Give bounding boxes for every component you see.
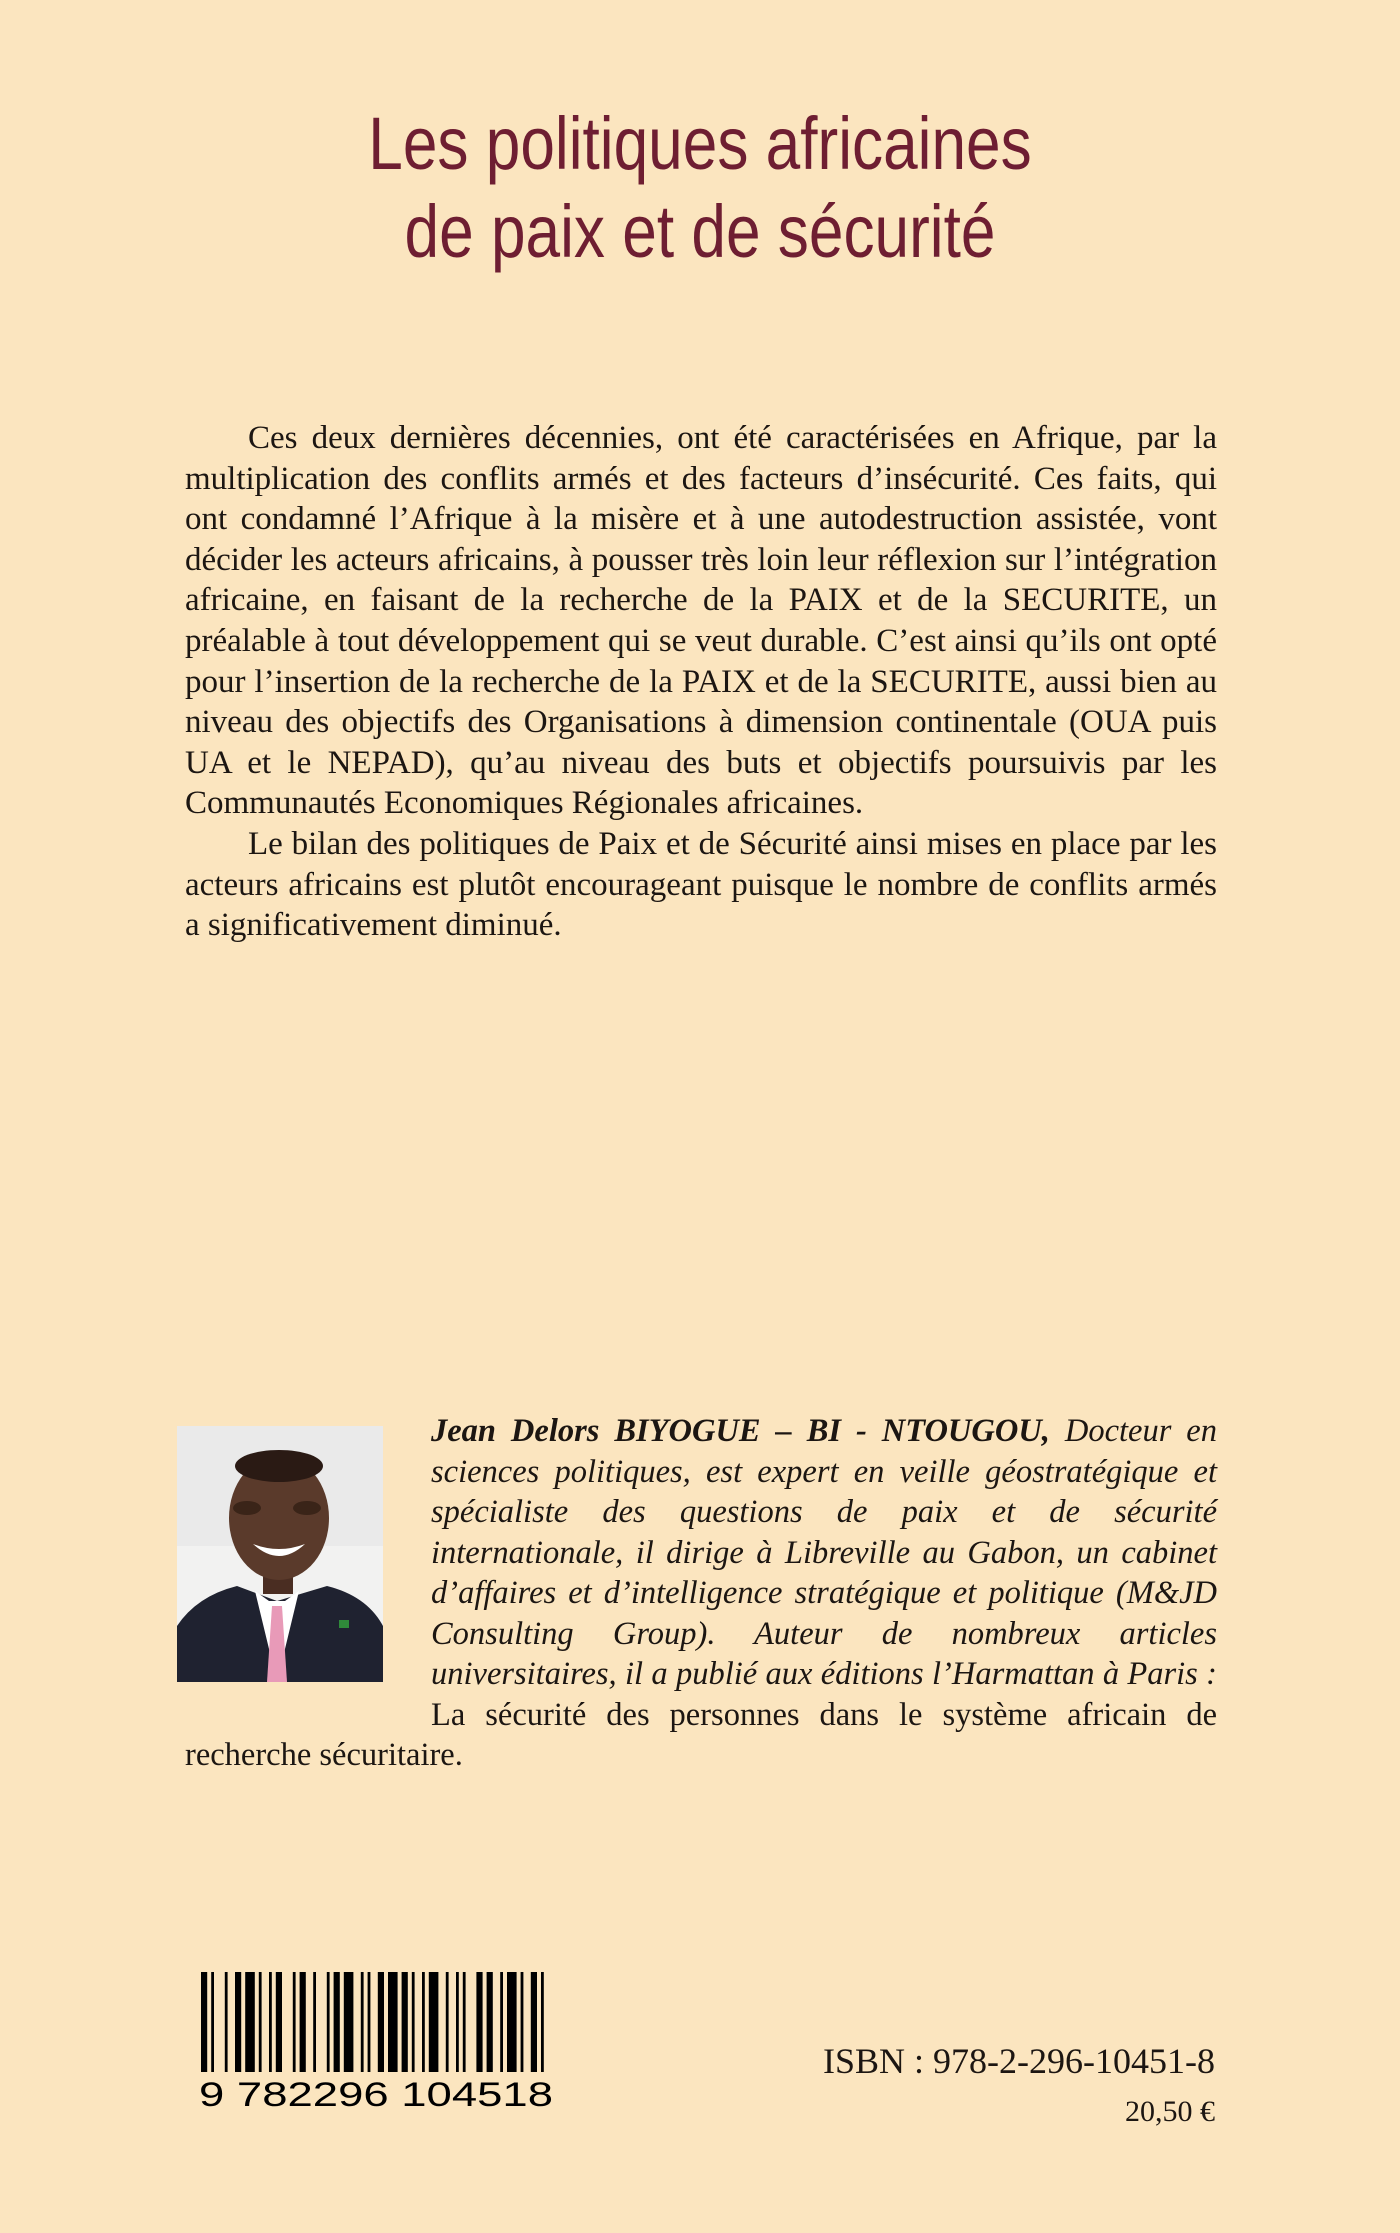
- photo-spacer: [185, 1411, 431, 1695]
- barcode-bar: [361, 1972, 364, 2072]
- author-bio: [185, 1411, 1217, 1776]
- author-book-title: La sécurité des personnes dans le système africain de recherche sécuritaire.: [185, 1696, 1217, 1773]
- barcode-bar: [293, 1972, 296, 2072]
- barcode-bar: [487, 1972, 493, 2072]
- barcode-bar: [531, 1972, 537, 2072]
- isbn: ISBN : 978-2-296-10451-8: [823, 2041, 1215, 2081]
- author-name: Jean Delors BIYOGUE – BI - NTOUGOU,: [431, 1413, 1050, 1449]
- barcode-bar: [463, 1972, 466, 2072]
- barcode-bar: [334, 1972, 340, 2072]
- barcode-bar: [541, 1972, 544, 2072]
- price: 20,50 €: [1125, 2095, 1215, 2128]
- barcode-bar: [456, 1972, 459, 2072]
- barcode-bar: [412, 1972, 415, 2072]
- barcode-bar: [211, 1972, 214, 2072]
- barcode-bar: [402, 1972, 408, 2072]
- barcode-bar: [429, 1972, 439, 2072]
- barcode-bar: [500, 1972, 503, 2072]
- barcode-bar: [300, 1972, 306, 2072]
- book-title: [112, 100, 1288, 276]
- barcode-bar: [368, 1972, 371, 2072]
- barcode-bar: [225, 1972, 228, 2072]
- barcode-bar: [476, 1972, 482, 2072]
- summary-paragraph: Ces deux dernières décennies, ont été caractérisées en Afrique, par la multiplication des conflits armés et des facteurs d’insécurité. Ces faits, qui ont condamné l’Afrique à la misère et à une autodestruction assistée, vont décider les acteurs africains, à pousser très loin leur réflexion sur l’intégration africaine, en faisant de la recherche de la PAIX et de la SECURITE, un préalable à tout développement qui se veut durable. C’est ainsi qu’ils ont opté pour l’insertion de la recherche de la PAIX et de la SECURITE, aussi bien au niveau des objectifs des Organisations à dimension continentale (OUA puis UA et le NEPAD), qu’au niveau des buts et objectifs poursuivis par les Communautés Economiques Régionales africaines.: [185, 420, 1217, 822]
- barcode-bar: [313, 1972, 316, 2072]
- barcode-digits: 9 782296 104518: [199, 2076, 553, 2111]
- barcode-bar: [388, 1972, 398, 2072]
- barcode: [199, 1972, 556, 2111]
- barcode-bar: [269, 1972, 272, 2072]
- book-title-line-1: Les politiques africaines: [368, 102, 1032, 185]
- barcode-bar: [507, 1972, 517, 2072]
- book-title-line-2: de paix et de sécurité: [404, 190, 996, 273]
- barcode-bar: [276, 1972, 282, 2072]
- barcode-bar: [446, 1972, 449, 2072]
- barcode-bar: [327, 1972, 330, 2072]
- barcode-bar: [235, 1972, 241, 2072]
- barcode-bar: [378, 1972, 384, 2072]
- author-bio-text: Docteur en sciences politiques, est expert en veille géostratégique et spécialiste des questions de paix et de sécurité internationale, il dirige à Libreville au Gabon, un cabinet d’affaires et d’intelligence stratégique et politique (M&JD Consulting Group). Auteur de nombreux articles universitaires, il a publié aux éditions l’Harmattan à Paris :: [431, 1413, 1217, 1692]
- barcode-bar: [521, 1972, 524, 2072]
- book-summary: [185, 418, 1217, 946]
- barcode-bar: [201, 1972, 207, 2072]
- barcode-bar: [259, 1972, 262, 2072]
- summary-paragraph: Le bilan des politiques de Paix et de Sécurité ainsi mises en place par les acteurs africains est plutôt encourageant puisque le nombre de conflits armés a significativement diminué.: [185, 825, 1217, 944]
- barcode-bar: [344, 1972, 354, 2072]
- barcode-bar: [422, 1972, 425, 2072]
- barcode-bar: [245, 1972, 255, 2072]
